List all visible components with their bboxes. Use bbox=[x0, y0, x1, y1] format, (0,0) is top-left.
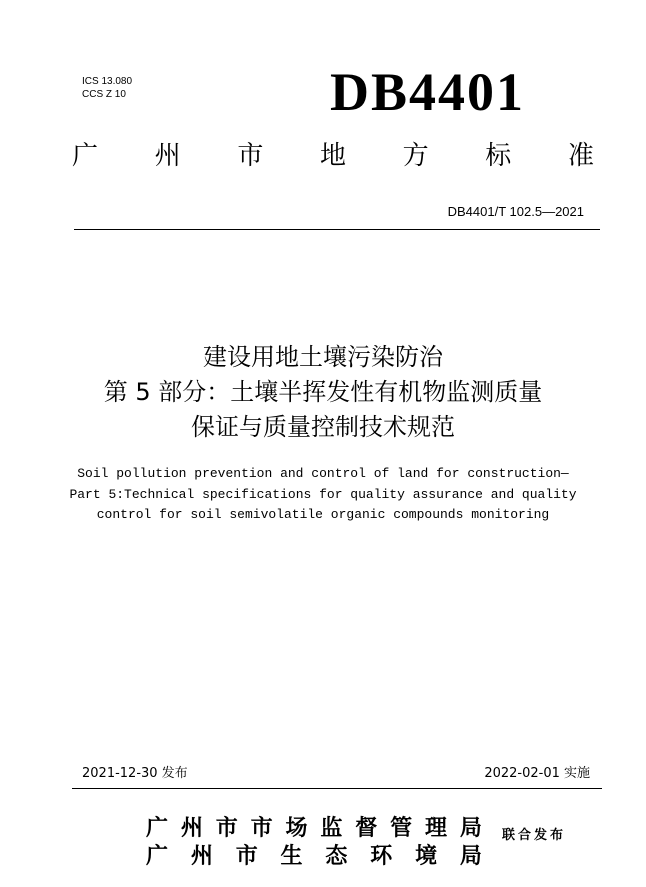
ics-code: ICS 13.080 bbox=[82, 76, 133, 87]
issuer-char: 监 bbox=[320, 815, 343, 841]
chinese-title-line: 建设用地土壤污染防治 bbox=[203, 343, 443, 371]
top-divider bbox=[74, 229, 600, 230]
chinese-title bbox=[40, 340, 606, 445]
standard-type-char: 市 bbox=[237, 141, 264, 171]
chinese-title-line: 保证与质量控制技术规范 bbox=[191, 413, 455, 441]
issuer-char: 环 bbox=[370, 843, 393, 869]
issuer-char: 管 bbox=[390, 815, 413, 841]
issuer-char: 市 bbox=[250, 815, 273, 841]
english-title bbox=[40, 464, 606, 526]
classification-codes bbox=[82, 75, 132, 101]
implementation-date: 2022-02-01 实施 bbox=[484, 766, 590, 781]
issuer-char: 理 bbox=[425, 815, 448, 841]
issuer-char: 州 bbox=[180, 815, 203, 841]
standard-type-char: 地 bbox=[319, 141, 346, 171]
standard-type-char: 方 bbox=[402, 141, 429, 171]
standard-type-char: 州 bbox=[154, 141, 181, 171]
issue-date: 2021-12-30 发布 bbox=[82, 766, 188, 781]
joint-release-label: 联合发布 bbox=[502, 828, 567, 843]
issuer-char: 广 bbox=[146, 843, 169, 869]
issuer-ecology-environment bbox=[146, 842, 482, 870]
issuer-char: 境 bbox=[415, 843, 438, 869]
standard-type-char: 标 bbox=[485, 141, 512, 171]
english-title-line: control for soil semivolatile organic compounds monitoring bbox=[96, 507, 550, 522]
issuer-market-regulation bbox=[146, 814, 482, 842]
issuer-char: 态 bbox=[325, 843, 348, 869]
chinese-title-line: 第 5 部分：土壤半挥发性有机物监测质量 bbox=[103, 378, 543, 406]
standard-code: DB4401 bbox=[330, 62, 526, 122]
standard-type bbox=[72, 140, 594, 172]
issuer-char: 广 bbox=[146, 815, 169, 841]
issuer-char: 督 bbox=[355, 815, 378, 841]
issuer-char: 生 bbox=[280, 843, 303, 869]
issuer-char: 市 bbox=[215, 815, 238, 841]
issuer-char: 场 bbox=[285, 815, 308, 841]
ccs-code: CCS Z 10 bbox=[82, 89, 126, 100]
bottom-divider bbox=[72, 788, 602, 789]
issuer-char: 市 bbox=[235, 843, 258, 869]
standard-type-char: 广 bbox=[72, 141, 99, 171]
standard-type-char: 准 bbox=[567, 141, 594, 171]
issuer-char: 州 bbox=[190, 843, 213, 869]
english-title-line: Part 5:Technical specifications for quality assurance and quality bbox=[69, 486, 577, 502]
english-title-line: Soil pollution prevention and control of land for construction— bbox=[77, 466, 569, 481]
issuer-char: 局 bbox=[459, 843, 482, 869]
issuer-char: 局 bbox=[459, 815, 482, 841]
issuing-authorities bbox=[146, 814, 482, 870]
standard-number: DB4401/T 102.5—2021 bbox=[447, 204, 584, 219]
